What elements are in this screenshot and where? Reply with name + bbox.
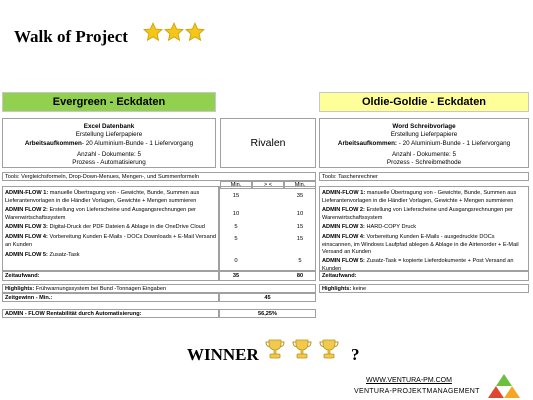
ventura-logo-icon bbox=[484, 372, 524, 400]
box-process: Prozess - Schreibmethode bbox=[386, 159, 462, 167]
value-cell: 15 bbox=[232, 193, 240, 199]
star-icon bbox=[143, 22, 163, 42]
rentabilitaet-value: 56,25% bbox=[219, 309, 316, 318]
evergreen-zeitaufwand: Zeitaufwand: bbox=[2, 271, 219, 281]
value-cell: 5 bbox=[298, 258, 302, 264]
oldie-highlights: Highlights: keine bbox=[319, 284, 529, 293]
trophy-icon bbox=[317, 337, 341, 361]
question-mark: ? bbox=[351, 345, 360, 364]
rentabilitaet-label: ADMIN - FLOW Rentabilität durch Automatisierung: bbox=[2, 309, 219, 318]
value-cell: 10 bbox=[232, 211, 240, 217]
flow-item: ADMIN FLOW 5: Zusatz-Task = kopierte Lieferdokumente + Post Versand an Kunden bbox=[322, 258, 514, 271]
value-cell: 0 bbox=[234, 258, 238, 264]
box-effort: Arbeitsaufkommen- 20 Aluminium-Bunde - 1 Liefervorgang bbox=[24, 139, 194, 147]
value-cell: 15 bbox=[296, 224, 304, 230]
trophies bbox=[263, 337, 341, 361]
box-process: Prozess - Automatisierung bbox=[72, 159, 146, 167]
flow-item: ADMIN FLOW 4: Vorbereitung Kunden E-Mails - ausgedruckte DOCs einscannen, im Windows Laufpfad ablegen & Ablage in die Airtenorder + E-Mail Versand an Kunden bbox=[322, 234, 519, 256]
star-icon bbox=[185, 22, 205, 42]
trophy-icon bbox=[263, 337, 287, 361]
oldie-zeitaufwand: Zeitaufwand: bbox=[319, 271, 529, 281]
box-title: Word Schreibvorlage bbox=[392, 123, 456, 130]
values-column bbox=[219, 186, 316, 271]
company-name: VENTURA-PROJEKTMANAGEMENT bbox=[354, 388, 480, 395]
value-cell: 5 bbox=[234, 224, 238, 230]
trophy-icon bbox=[290, 337, 314, 361]
total-left: 35 bbox=[232, 273, 240, 279]
flow-item: ADMIN FLOW 2: Erstellung von Lieferscheine und Ausgangsrechnungen per Warenwirtschaftssystem bbox=[322, 207, 513, 221]
box-line: Erstellung Lieferpapiere bbox=[75, 131, 143, 139]
oldie-summary-box bbox=[319, 118, 529, 168]
website-link[interactable]: WWW.VENTURA-PM.COM bbox=[366, 377, 452, 384]
value-cell: 5 bbox=[234, 236, 238, 242]
zeitgewinn-value: 45 bbox=[219, 293, 316, 302]
flow-item: ADMIN-FLOW 1: manuelle Übertragung von - Gewichte, Bunde, Summen aus Lieferantenvorlagen in die Händler Vorlagen, Gewichte + Mengen summieren bbox=[322, 190, 517, 204]
box-docs: Anzahl - Dokumente: 5 bbox=[76, 150, 142, 158]
evergreen-header: Evergreen - Eckdaten bbox=[2, 92, 216, 112]
flow-item: ADMIN FLOW 2: Erstellung von Lieferscheine und Ausgangsrechnungen per Warenwirtschaftssystem bbox=[5, 207, 196, 221]
flow-item: ADMIN FLOW 3: Digital-Druck der PDF Dateien & Ablage in die OneDrive Cloud bbox=[5, 224, 205, 230]
value-cell: 10 bbox=[296, 211, 304, 217]
evergreen-tools: Tools: Vergleichsformeln, Drop-Down-Menues, Mengen-, und Summenformeln bbox=[2, 172, 316, 181]
oldie-flows bbox=[319, 186, 529, 271]
zeitgewinn-label: Zeitgewinn - Min.: bbox=[2, 293, 219, 302]
value-cell: 15 bbox=[296, 236, 304, 242]
value-cell: 35 bbox=[296, 193, 304, 199]
min-right-header: Min. bbox=[284, 181, 316, 189]
compare-header: > < bbox=[252, 181, 284, 189]
oldie-tools: Tools: Taschenrechner bbox=[319, 172, 529, 181]
box-effort: Arbeitsaufkommen: - 20 Aluminium-Bunde - 1 Liefervorgang bbox=[337, 139, 511, 147]
total-right: 80 bbox=[296, 273, 304, 279]
box-title: Excel Datenbank bbox=[83, 123, 135, 130]
rivalen-label: Rivalen bbox=[220, 118, 316, 168]
page-title: Walk of Project bbox=[14, 27, 128, 46]
flow-item: ADMIN FLOW 3: HARD-COPY Druck bbox=[322, 224, 417, 230]
winner-label: WINNER bbox=[187, 345, 259, 364]
flow-item: ADMIN-FLOW 1: manuelle Übertragung von - Gewichte, Bunde, Summen aus Lieferantenvorlagen in die Händler Vorlagen, Gewichte + Mengen summieren bbox=[5, 190, 200, 204]
oldie-goldie-header: Oldie-Goldie - Eckdaten bbox=[319, 92, 529, 112]
flow-item: ADMIN FLOW 4: Vorbereitung Kunden E-Mails - DOCs Downloads + E-Mail Versand an Kunden bbox=[5, 234, 216, 248]
evergreen-flows bbox=[2, 186, 219, 271]
evergreen-highlights: Highlights: Frühwarnungssystem bei Bund -Tonnagen Eingaben bbox=[2, 284, 316, 293]
flow-item: ADMIN FLOW 5: Zusatz-Task bbox=[5, 252, 80, 258]
rating-stars bbox=[143, 22, 205, 42]
box-line: Erstellung Lieferpapiere bbox=[390, 131, 458, 139]
evergreen-summary-box bbox=[2, 118, 216, 168]
min-left-header: Min. bbox=[220, 181, 252, 189]
box-docs: Anzahl - Dokumente: 5 bbox=[391, 150, 457, 158]
star-icon bbox=[164, 22, 184, 42]
totals-row bbox=[219, 271, 316, 281]
